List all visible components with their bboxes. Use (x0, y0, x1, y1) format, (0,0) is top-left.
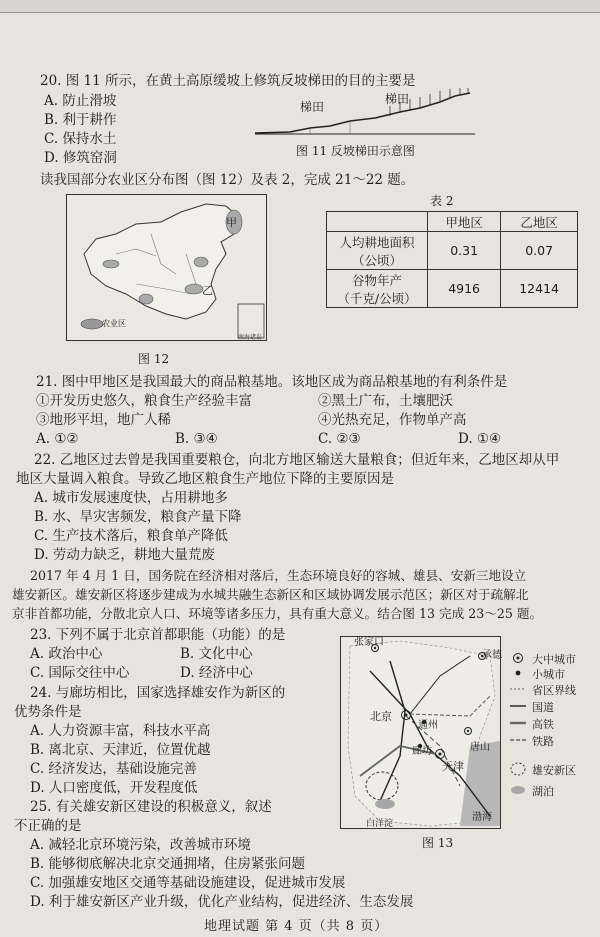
table2-header-jia: 甲地区 (428, 212, 501, 232)
page-footer: 地理试题 第 4 页（共 8 页） (204, 919, 389, 934)
fig11-label-right: 梯田 (385, 92, 410, 106)
table2-cell: 0.31 (428, 232, 501, 270)
q21-condition-4: ④光热充足，作物单产高 (318, 412, 467, 428)
previous-page-strip (0, 0, 600, 13)
table2-title: 表 2 (430, 194, 454, 208)
fig12-map (66, 194, 268, 342)
fig13-place-zjk: 张家口 (354, 637, 384, 648)
q21-condition-2: ②黑土广布，土壤肥沃 (318, 393, 453, 409)
fig13-legend-2: 省区界线 (532, 684, 576, 697)
passage-line3: 京非首都功能，分散北京人口、环境等诸多压力，具有重大意义。结合图 13 完成 23～25 题。 (12, 606, 543, 621)
q24-stem-line2: 优势条件是 (14, 704, 82, 720)
q24-option-a: A. 人力资源丰富，科技水平高 (30, 723, 211, 739)
q21-option-b: B. ③④ (175, 431, 218, 447)
fig13-place-tongzhou: 通州 (418, 720, 438, 731)
q20-option-a: A. 防止滑坡 (44, 93, 117, 109)
table2-row-label: 人均耕地面积 (339, 234, 415, 250)
q22-option-a: A. 城市发展速度快，占用耕地多 (34, 490, 228, 506)
q25-option-d: D. 利于雄安新区产业升级，优化产业结构，促进经济、生态发展 (30, 894, 414, 910)
q25-option-b: B. 能够彻底解决北京交通拥堵，住房紧张问题 (30, 856, 306, 872)
table2-row (327, 270, 578, 308)
q21-stem: 21. 图中甲地区是我国最大的商品粮基地。该地区成为商品粮基地的有利条件是 (36, 374, 508, 390)
table2-cell: 0.07 (501, 232, 578, 270)
table2-row (327, 232, 578, 270)
q25-stem-line2: 不正确的是 (14, 818, 82, 834)
table2-header-empty (327, 212, 428, 232)
fig11-terrace-diagram (250, 88, 480, 138)
q23-stem: 23. 下列不属于北京首都职能（功能）的是 (30, 627, 286, 643)
table2-row-unit: （千克/公顷） (337, 290, 417, 306)
fig13-legend-5: 铁路 (532, 735, 554, 748)
fig13-caption: 图 13 (422, 836, 454, 850)
fig13-legend-4: 高铁 (532, 718, 554, 731)
intro-21-22: 读我国部分农业区分布图（图 12）及表 2，完成 21～22 题。 (40, 172, 415, 188)
q20-stem: 20. 图 11 所示，在黄土高原缓坡上修筑反坡梯田的目的主要是 (40, 73, 416, 89)
q25-option-c: C. 加强雄安地区交通等基础设施建设，促进城市发展 (30, 875, 346, 891)
q22-stem-line2: 地区大量调入粮食。导致乙地区粮食生产地位下降的主要原因是 (16, 471, 394, 487)
q23-option-c: C. 国际交往中心 (30, 665, 130, 681)
q24-option-d: D. 人口密度低，开发程度低 (30, 780, 198, 796)
q24-option-b: B. 离北京、天津近，位置优越 (30, 742, 211, 758)
q23-option-a: A. 政治中心 (30, 646, 103, 662)
q24-option-c: C. 经济发达，基础设施完善 (30, 761, 197, 777)
q22-option-b: B. 水、旱灾害频发，粮食产量下降 (34, 509, 242, 525)
q25-option-a: A. 减轻北京环境污染，改善城市环境 (30, 837, 251, 853)
table2-row-unit: （公顷） (351, 252, 402, 268)
table2 (326, 211, 578, 308)
fig13-legend-0: 大中城市 (532, 653, 576, 666)
fig12-legend: 农业区 (102, 319, 126, 328)
fig13-place-bohai: 渤海 (472, 812, 492, 823)
fig12-label-jia: 甲 (226, 216, 237, 229)
q25-stem-line1: 25. 有关雄安新区建设的积极意义，叙述 (30, 799, 272, 815)
table2-cell: 4916 (428, 270, 501, 308)
q20-option-d: D. 修筑窑洞 (44, 150, 117, 166)
fig13-place-tangshan: 唐山 (470, 742, 490, 753)
table2-header-row (327, 212, 578, 232)
q22-option-c: C. 生产技术落后，粮食单产降低 (34, 528, 228, 544)
fig13-place-langfang: 廊坊 (412, 746, 432, 757)
table2-row-label: 谷物年产 (351, 272, 402, 288)
q23-option-d: D. 经济中心 (180, 665, 253, 681)
q24-stem-line1: 24. 与廊坊相比，国家选择雄安作为新区的 (30, 685, 286, 701)
q23-option-b: B. 文化中心 (180, 646, 253, 662)
passage-line2: 雄安新区。雄安新区将逐步建成为水城共融生态新区和区域协调发展示范区；新区对于疏解北 (12, 587, 529, 602)
fig13-legend-1: 小城市 (532, 668, 565, 681)
q20-option-c: C. 保持水土 (44, 131, 117, 147)
q21-option-c: C. ②③ (318, 431, 361, 447)
fig13-legend-6: 雄安新区 (532, 764, 576, 777)
q22-option-d: D. 劳动力缺乏，耕地大量荒废 (34, 547, 215, 563)
fig13-legend-3: 国道 (532, 701, 554, 714)
table2-header-yi: 乙地区 (501, 212, 578, 232)
fig13-place-chengde: 承德 (482, 650, 502, 661)
fig13-legend-7: 湖泊 (532, 785, 554, 798)
q21-option-d: D. ①④ (458, 431, 502, 447)
fig12-caption: 图 12 (138, 352, 170, 366)
fig11-label-left: 梯田 (300, 100, 325, 114)
fig13-place-baiyangdian: 白洋淀 (366, 819, 394, 829)
q21-condition-3: ③地形平坦，地广人稀 (36, 412, 171, 428)
q20-option-b: B. 利于耕作 (44, 112, 117, 128)
fig11-caption: 图 11 反坡梯田示意图 (296, 144, 415, 158)
q22-stem-line1: 22. 乙地区过去曾是我国重要粮仓，向北方地区输送大量粮食；但近年来，乙地区却从甲 (34, 452, 560, 468)
fig12-label-yi: 乙 (202, 284, 213, 297)
q21-option-a: A. ①② (36, 431, 79, 447)
q21-condition-1: ①开发历史悠久，粮食生产经验丰富 (36, 393, 252, 409)
fig12-inset-label: 南海诸岛 (238, 334, 263, 341)
fig13-place-tianjin: 天津 (442, 760, 464, 773)
passage-line1: 2017 年 4 月 1 日，国务院在经济相对落后，生态环境良好的容城、雄县、安新三地设立 (30, 568, 527, 583)
fig13-place-beijing: 北京 (370, 710, 392, 723)
table2-cell: 12414 (501, 270, 578, 308)
